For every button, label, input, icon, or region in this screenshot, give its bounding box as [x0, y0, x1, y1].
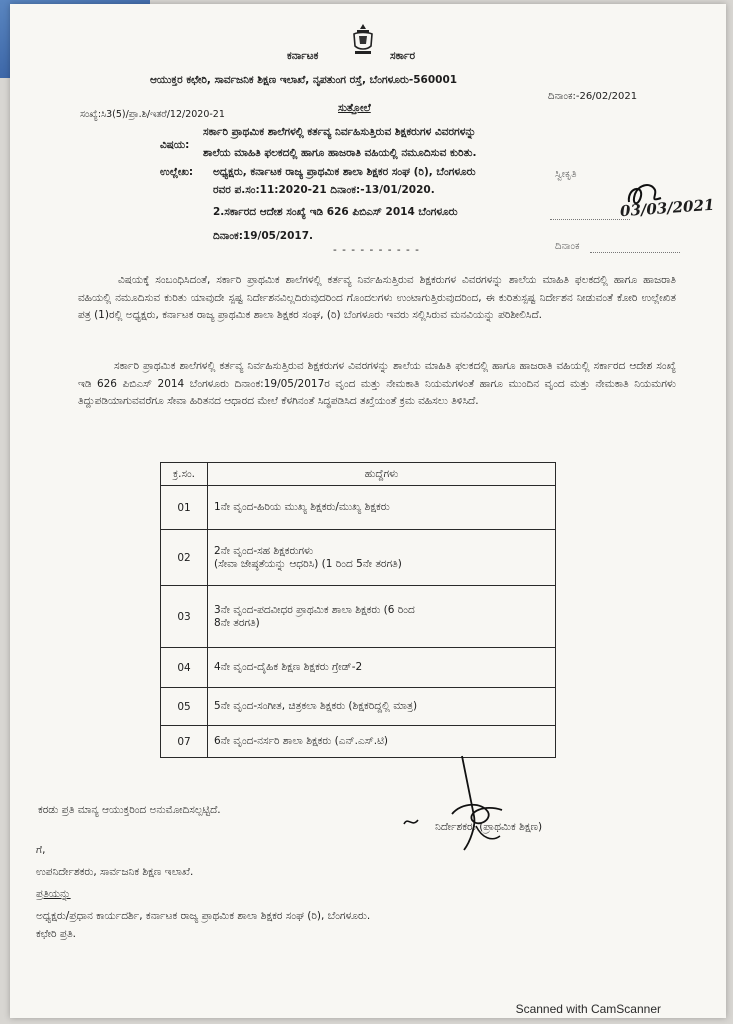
signatory-title: ನಿರ್ದೇಶಕರು (ಪ್ರಾಥಮಿಕ ಶಿಕ್ಷಣ) [435, 821, 543, 833]
approval-note: ಕರಡು ಪ್ರತಿ ಮಾನ್ಯ ಆಯುಕ್ತರಿಂದ ಅನುಮೋದಿಸಲ್ಪಟ್ಟಿದೆ. [38, 804, 221, 816]
separator-dashes: - - - - - - - - - - [333, 244, 420, 256]
table-row [161, 688, 556, 726]
recipients-copy-line: ಅಧ್ಯಕ್ಷರು/ಪ್ರಧಾನ ಕಾರ್ಯದರ್ಶಿ, ಕರ್ನಾಟಕ ರಾಜ್ಯ ಪ್ರಾಥಮಿಕ ಶಾಲಾ ಶಿಕ್ಷಕರ ಸಂಘ (ರಿ), ಬೆಂಗಳೂರು. [36, 910, 371, 922]
table-cell-serial: 07 [161, 726, 208, 758]
table-cell-post-line-1: 3ನೇ ವೃಂದ-ಪದವೀಧರ ಪ್ರಾಥಮಿಕ ಶಾಲಾ ಶಿಕ್ಷಕರು (6 ರಿಂದ [214, 603, 415, 616]
table-cell-serial: 01 [161, 486, 208, 530]
paragraph-2: ಸರ್ಕಾರಿ ಪ್ರಾಥಮಿಕ ಶಾಲೆಗಳಲ್ಲಿ ಕರ್ತವ್ಯ ನಿರ್ವಹಿಸುತ್ತಿರುವ ಶಿಕ್ಷಕರುಗಳ ವಿವರಗಳನ್ನು ಶಾಲೆಯ ಮಾಹಿತಿ ಫಲಕದಲ್ಲಿ ಹಾಗೂ ಹಾಜರಾತಿ ವಹಿಯಲ್ಲಿ ಸರ್ಕಾರದ ಆದೇಶ ಸಂಖ್ಯೆ ಇಡಿ 626 ಪಿಬಿಎಸ್ 2014 ಬೆಂಗಳೂರು ದಿನಾಂಕ:19/05/2017ರ ವೃಂದ ಮತ್ತು ನೇಮಕಾತಿ ನಿಯಮಗಳಂತೆ ಹಾಗೂ ಮುಂದಿನ ವೃಂದ ಮತ್ತು ನೇಮಕಾತಿ ನಿಯಮಗಳು ತಿದ್ದುಪಡಿಯಾಗುವವರೆಗೂ ಸೇವಾ ಹಿರಿತನದ ಆಧಾರದ ಮೇಲೆ ಕೆಳಗಿನಂತೆ ಸಿದ್ಧಪಡಿಸಿದ ತಖ್ತೆಯಂತೆ ಕ್ರಮ ವಹಿಸಲು ತಿಳಿಸಿದೆ. [78, 360, 676, 407]
table-header-row [161, 463, 556, 486]
table-cell-serial: 05 [161, 688, 208, 726]
subject-line-2: ಶಾಲೆಯ ಮಾಹಿತಿ ಫಲಕದಲ್ಲಿ ಹಾಗೂ ಹಾಜರಾತಿ ವಹಿಯಲ್ಲಿ ನಮೂದಿಸುವ ಕುರಿತು. [203, 147, 477, 159]
table-row [161, 648, 556, 688]
reference-line-1: ಅಧ್ಯಕ್ಷರು, ಕರ್ನಾಟಕ ರಾಜ್ಯ ಪ್ರಾಥಮಿಕ ಶಾಲಾ ಶಿಕ್ಷಕರ ಸಂಘ (ರಿ), ಬೆಂಗಳೂರು [213, 166, 476, 178]
header-state: ಕರ್ನಾಟಕ [287, 50, 319, 62]
subject-line-1: ಸರ್ಕಾರಿ ಪ್ರಾಥಮಿಕ ಶಾಲೆಗಳಲ್ಲಿ ಕರ್ತವ್ಯ ನಿರ್ವಹಿಸುತ್ತಿರುವ ಶಿಕ್ಷಕರುಗಳ ವಿವರಗಳನ್ನು [203, 126, 477, 138]
reference-number: ಸಂಖ್ಯೆ:ಸಿ3(5)/ಪ್ರಾ.ಶಿ/ಇತರೆ/12/2020-21 [80, 109, 225, 120]
reference-line-2: ರವರ ಪ.ಸಂ:11:2020-21 ದಿನಾಂಕ:-13/01/2020. [213, 184, 435, 196]
table-cell-post: 1ನೇ ವೃಂದ-ಹಿರಿಯ ಮುಖ್ಯ ಶಿಕ್ಷಕರು/ಮುಖ್ಯ ಶಿಕ್ಷಕರು [208, 486, 556, 530]
stamp-initials-icon [625, 180, 665, 212]
reference-line-3: 2.ಸರ್ಕಾರದ ಆದೇಶ ಸಂಖ್ಯೆ ಇಡಿ 626 ಪಿಬಿಎಸ್ 2014 ಬೆಂಗಳೂರು [213, 206, 458, 218]
document-page [10, 4, 726, 1018]
table-cell-post [208, 586, 556, 648]
stamp-date-line-2 [590, 252, 680, 253]
stamp-date-line [550, 219, 630, 220]
document-type-title: ಸುತ್ತೋಲೆ [338, 102, 371, 114]
table-header-serial: ಕ್ರ.ಸಂ. [161, 463, 208, 486]
state-emblem-icon [350, 22, 376, 56]
table-row [161, 486, 556, 530]
table-header-posts: ಹುದ್ದೆಗಳು [208, 463, 556, 486]
table-cell-serial: 03 [161, 586, 208, 648]
table-row [161, 530, 556, 586]
table-cell-serial: 04 [161, 648, 208, 688]
posts-table [160, 462, 556, 758]
table-cell-post: 5ನೇ ವೃಂದ-ಸಂಗೀತ, ಚಿತ್ರಕಲಾ ಶಿಕ್ಷಕರು (ಶಿಕ್ಷಕರಿದ್ದಲ್ಲಿ ಮಾತ್ರ) [208, 688, 556, 726]
recipients-to-line: ಉಪನಿರ್ದೇಶಕರು, ಸಾರ್ವಜನಿಕ ಶಿಕ್ಷಣ ಇಲಾಖೆ. [36, 866, 194, 878]
table-cell-post: 4ನೇ ವೃಂದ-ದೈಹಿಕ ಶಿಕ್ಷಣ ಶಿಕ್ಷಕರು ಗ್ರೇಡ್-2 [208, 648, 556, 688]
reference-line-4: ದಿನಾಂಕ:19/05/2017. [213, 230, 314, 242]
recipients-office-copy: ಕಛೇರಿ ಪ್ರತಿ. [36, 928, 77, 940]
paragraph-1: ವಿಷಯಕ್ಕೆ ಸಂಬಂಧಿಸಿದಂತೆ, ಸರ್ಕಾರಿ ಪ್ರಾಥಮಿಕ ಶಾಲೆಗಳಲ್ಲಿ ಕರ್ತವ್ಯ ನಿರ್ವಹಿಸುತ್ತಿರುವ ಶಿಕ್ಷಕರುಗಳ ವಿವರಗಳನ್ನು ಶಾಲೆಯ ಮಾಹಿತಿ ಫಲಕದಲ್ಲಿ ಹಾಗೂ ಹಾಜರಾತಿ ವಹಿಯಲ್ಲಿ ನಮೂದಿಸುವ ಕುರಿತು ಯಾವುದೇ ಸ್ಪಷ್ಟ ನಿರ್ದೇಶನವಿಲ್ಲದಿರುವುದರಿಂದ ಗೊಂದಲಗಳು ಉಂಟಾಗುತ್ತಿರುವುದರಿಂದ, ಈ ಕುರಿತುಸ್ಪಷ್ಟ ನಿರ್ದೇಶನ ನೀಡುವಂತೆ ಕೋರಿ ಉಲ್ಲೇಖಿತ ಪತ್ರ (1)ರಲ್ಲಿ ಅಧ್ಯಕ್ಷರು, ಕರ್ನಾಟಕ ರಾಜ್ಯ ಪ್ರಾಥಮಿಕ ಶಾಲಾ ಶಿಕ್ಷಕರ ಸಂಘ, (ರಿ) ಬೆಂಗಳೂರು ಇವರು ಸಲ್ಲಿಸಿರುವ ಮನವಿಯನ್ನು ಪರಿಶೀಲಿಸಿದೆ. [78, 274, 676, 321]
document-date: ದಿನಾಂಕ:-26/02/2021 [548, 91, 638, 102]
stamp-handwritten-date: 03/03/2021 [619, 195, 715, 221]
recipients-copy-label: ಪ್ರತಿಯನ್ನು [36, 888, 71, 900]
subject-label: ವಿಷಯ: [160, 139, 190, 151]
recipients-to-label: ಗೆ, [36, 844, 46, 856]
stamp-date-label: ದಿನಾಂಕ [555, 241, 580, 252]
table-cell-serial: 02 [161, 530, 208, 586]
camscanner-watermark: Scanned with CamScanner [515, 1002, 661, 1016]
table-row [161, 586, 556, 648]
table-cell-post: 6ನೇ ವೃಂದ-ನರ್ಸರಿ ಶಾಲಾ ಶಿಕ್ಷಕರು (ಎನ್.ಎಸ್.ಟಿ) [208, 726, 556, 758]
references-label: ಉಲ್ಲೇಖ: [160, 166, 194, 178]
table-cell-post-line-2: 8ನೇ ತರಗತಿ) [214, 616, 260, 629]
stamp-received-label: ಸ್ವೀಕೃತಿ [555, 169, 577, 180]
header-govt: ಸರ್ಕಾರ [390, 50, 416, 62]
director-signature-icon [392, 746, 532, 856]
table-cell-post [208, 530, 556, 586]
table-cell-post-line-2: (ಸೇವಾ ಜೇಷ್ಠತೆಯನ್ನು ಆಧರಿಸಿ) (1 ರಿಂದ 5ನೇ ತರಗತಿ) [214, 557, 402, 570]
table-cell-post-line-1: 2ನೇ ವೃಂದ-ಸಹ ಶಿಕ್ಷಕರುಗಳು [214, 544, 314, 557]
header-office: ಆಯುಕ್ತರ ಕಛೇರಿ, ಸಾರ್ವಜನಿಕ ಶಿಕ್ಷಣ ಇಲಾಖೆ, ನೃಪತುಂಗ ರಸ್ತೆ, ಬೆಂಗಳೂರು-560001 [150, 74, 458, 86]
